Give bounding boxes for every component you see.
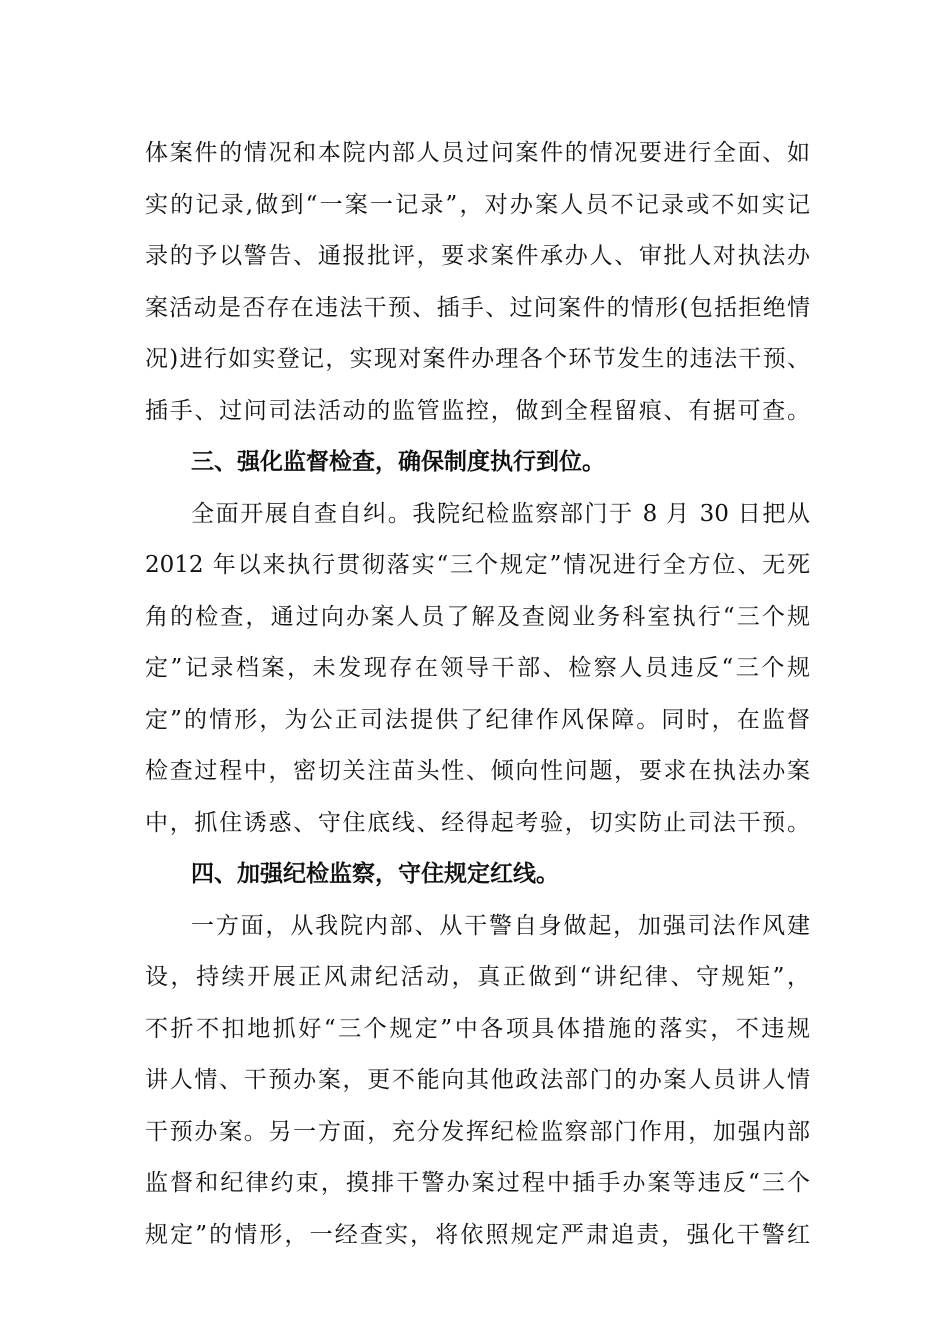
paragraph-line: 定”的情形，为公正司法提供了纪律作风保障。同时，在监督 <box>145 706 810 733</box>
paragraph-line: 案活动是否存在违法干预、插手、过问案件的情形(包括拒绝情 <box>145 294 810 321</box>
paragraph-line: 录的予以警告、通报批评，要求案件承办人、审批人对执法办 <box>145 243 810 269</box>
paragraph-line: 角的检查，通过向办案人员了解及查阅业务科室执行“三个规 <box>145 603 810 630</box>
paragraph-line: 监督和纪律约束，摸排干警办案过程中插手办案等违反“三个 <box>145 1170 810 1196</box>
paragraph-line: 定”记录档案，未发现存在领导干部、检察人员违反“三个规 <box>145 655 810 681</box>
paragraph-line: 一方面，从我院内部、从干警自身做起，加强司法作风建 <box>191 912 810 939</box>
paragraph-line: 插手、过问司法活动的监管监控，做到全程留痕、有据可查。 <box>145 397 810 424</box>
document-body <box>145 128 810 1261</box>
paragraph-line: 干预办案。另一方面，充分发挥纪检监察部门作用，加强内部 <box>145 1118 810 1145</box>
paragraph-line: 规定”的情形，一经查实，将依照规定严肃追责，强化干警红 <box>145 1221 810 1248</box>
paragraph-line: 实的记录,做到“一案一记录”，对办案人员不记录或不如实记 <box>145 191 810 218</box>
section-heading: 四、加强纪检监察，守住规定红线。 <box>191 861 559 887</box>
paragraph-line: 检查过程中，密切关注苗头性、倾向性问题，要求在执法办案 <box>145 758 810 784</box>
paragraph-line: 况)进行如实登记，实现对案件办理各个环节发生的违法干预、 <box>145 346 810 372</box>
paragraph-line: 体案件的情况和本院内部人员过问案件的情况要进行全面、如 <box>145 140 810 166</box>
paragraph-line: 不折不扣地抓好“三个规定”中各项具体措施的落实，不违规 <box>145 1015 810 1042</box>
paragraph-line: 讲人情、干预办案，更不能向其他政法部门的办案人员讲人情 <box>145 1067 810 1093</box>
paragraph-line: 2012 年以来执行贯彻落实“三个规定”情况进行全方位、无死 <box>145 552 810 578</box>
paragraph-line: 中，抓住诱惑、守住底线、经得起考验，切实防止司法干预。 <box>145 809 810 836</box>
paragraph-line: 全面开展自查自纠。我院纪检监察部门于 8 月 30 日把从 <box>191 500 810 527</box>
paragraph-line: 设，持续开展正风肃纪活动，真正做到“讲纪律、守规矩”， <box>145 964 810 990</box>
section-heading: 三、强化监督检查，确保制度执行到位。 <box>191 449 605 475</box>
